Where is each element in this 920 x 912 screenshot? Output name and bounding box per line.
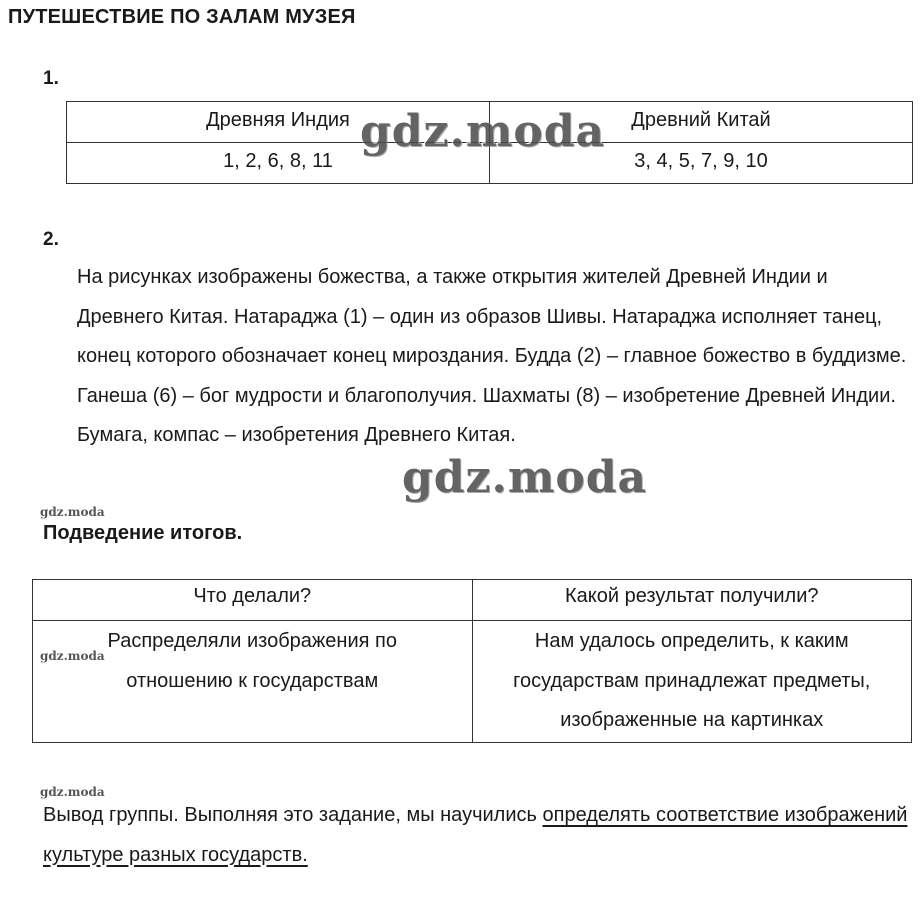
group-conclusion <box>43 796 913 875</box>
column-header-china: Древний Китай <box>490 102 913 143</box>
what-done-text: Распределяли изображения по отношению к государствам <box>107 630 397 692</box>
watermark-logo: gdz.moda <box>360 106 606 157</box>
table-row <box>33 580 912 621</box>
india-numbers: 1, 2, 6, 8, 11 <box>67 143 490 184</box>
task-1-number: 1. <box>43 68 59 89</box>
what-done-cell <box>33 621 473 743</box>
column-header-what-done: Что делали? <box>33 580 473 621</box>
china-numbers: 3, 4, 5, 7, 9, 10 <box>490 143 913 184</box>
task-2-paragraph: На рисунках изображены божества, а также открытия жителей Древней Индии и Древнего Китая. Натараджа (1) – один из образов Шивы. Натараджа исполняет танец, конец которого обозначает конец мироздания. Будда (2) – главное божество в буддизме. Ганеша (6) – бог мудрости и благополучия. Шахматы (8) – изобретение Древней Индии. Бумага, компас – изобретения Древнего Китая. <box>77 266 907 446</box>
conclusion-underlined: определять соответствие изображений культуре разных государств. <box>43 804 908 866</box>
task-2-number: 2. <box>43 229 59 250</box>
watermark-small: gdz.moda <box>40 649 105 663</box>
result-text: Нам удалось определить, к каким государствам принадлежат предметы, изображенные на картинках <box>513 630 871 731</box>
watermark-small: gdz.moda <box>40 785 105 799</box>
column-header-india: Древняя Индия <box>67 102 490 143</box>
column-header-result: Какой результат получили? <box>472 580 912 621</box>
page-title: ПУТЕШЕСТВИЕ ПО ЗАЛАМ МУЗЕЯ <box>8 6 356 28</box>
watermark-logo: gdz.moda <box>402 452 648 503</box>
watermark-small: gdz.moda <box>40 505 105 519</box>
conclusion-prefix: Вывод группы. Выполняя это задание, мы научились <box>43 804 537 826</box>
summary-table <box>32 579 912 743</box>
result-cell <box>472 621 912 743</box>
table-row <box>33 621 912 743</box>
summary-title: Подведение итогов. <box>43 522 243 544</box>
